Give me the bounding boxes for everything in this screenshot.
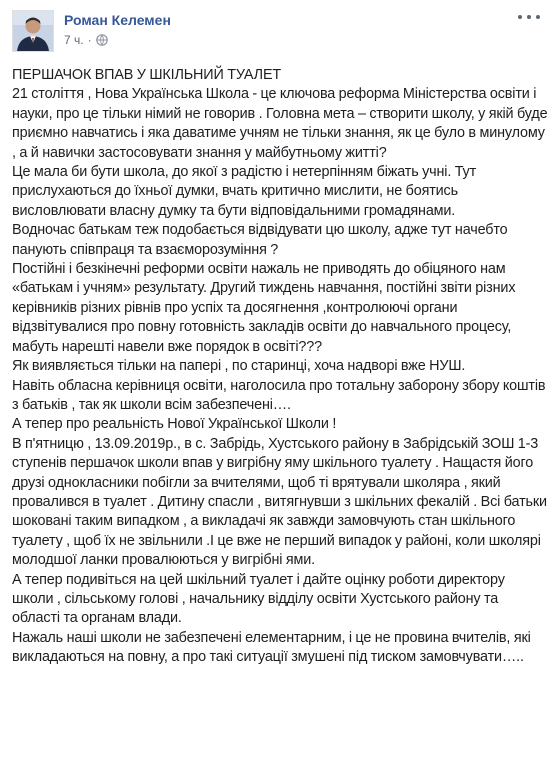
more-dot <box>527 15 531 19</box>
post-header <box>12 6 548 60</box>
globe-icon[interactable] <box>96 34 108 46</box>
more-dot <box>518 15 522 19</box>
author-name[interactable]: Роман Келемен <box>64 12 171 28</box>
post-paragraph: А тепер подивіться на цей шкільний туалет і дайте оцінку роботи директору школи , сільському голові , начальнику відділу освіти Хустського району та області та органам влади. <box>12 571 505 627</box>
more-dot <box>536 15 540 19</box>
post-paragraph: В п'ятницю , 13.09.2019р., в с. Забрідь, Хустського району в Забрідській ЗОШ 1-3 ступенів першачок школи впав у вигрібну яму шкільного туалету . Нащастя його друзі однокласники побігли за вчителями, щоб ті врятували школяра , який провалився в туалет . Дитину спасли , витягнувши з шкільних фекалій . Всі батьки шоковані таким випадком , а викладачі як завжди замовчують стан шкільного туалету , щоб їх не звільнили .І це вже не перший випадок у районі, коли школярі молодшої ланки провалюються у вигрібні ями. <box>12 435 547 569</box>
post-paragraph: Постійні і безкінечні реформи освіти нажаль не приводять до обіцяного нам «батькам і учням» результату. Другий тиждень навчання, постійні звіти різних керівників різних рівнів про успіх та досягнення ,контролюючі органи відзвітувалися про повну готовність закладів освіти до навчального процесу, мабуть нарешті навели вже порядок в освіті??? <box>12 261 516 355</box>
timestamp-row <box>64 32 171 48</box>
post-paragraph: Навіть обласна керівниця освіти, наголосила про тотальну заборону збору коштів з батьків , так як школи всім забезпечені…. <box>12 377 546 413</box>
more-options-icon[interactable] <box>518 10 540 24</box>
avatar[interactable] <box>12 10 54 52</box>
post-meta <box>64 6 171 48</box>
post-paragraph: Нажаль наші школи не забезпечені елементарним, і це не провина вчителів, які викладаються на повну, а про такі ситуації змушені під тиском замовчувати….. <box>12 629 531 666</box>
post-paragraph: 21 століття , Нова Українська Школа - це ключова реформа Міністерства освіти і науки, про це тільки німий не говорив . Головна мета – створити школу, у якій буде приємно навчатись і яка даватиме учням не тільки знання, як це було в минулому , а й навички застосовувати знання у майбутньому житті? <box>12 86 548 161</box>
post-time[interactable]: 7 ч. <box>64 33 84 47</box>
post-paragraph: Це мала би бути школа, до якої з радістю і нетерпінням біжать учні. Тут прислухаються до їхньої думки, вчать критично мислити, не боятись висловлювати власну думку та бути відповідальними громадянами. <box>12 164 477 219</box>
post-paragraph: Водночас батькам теж подобається відвідувати цю школу, адже тут начебто панують співпраця та взаєморозуміння ? <box>12 222 508 258</box>
post-text <box>12 66 548 668</box>
post-paragraph: А тепер про реальність Нової Української Школи ! <box>12 416 337 433</box>
post-paragraph: Як виявляється тільки на папері , по старинці, хоча надворі вже НУШ. <box>12 358 466 375</box>
separator-dot: · <box>87 33 92 47</box>
post-title: ПЕРШАЧОК ВПАВ У ШКІЛЬНИЙ ТУАЛЕТ <box>12 67 282 83</box>
